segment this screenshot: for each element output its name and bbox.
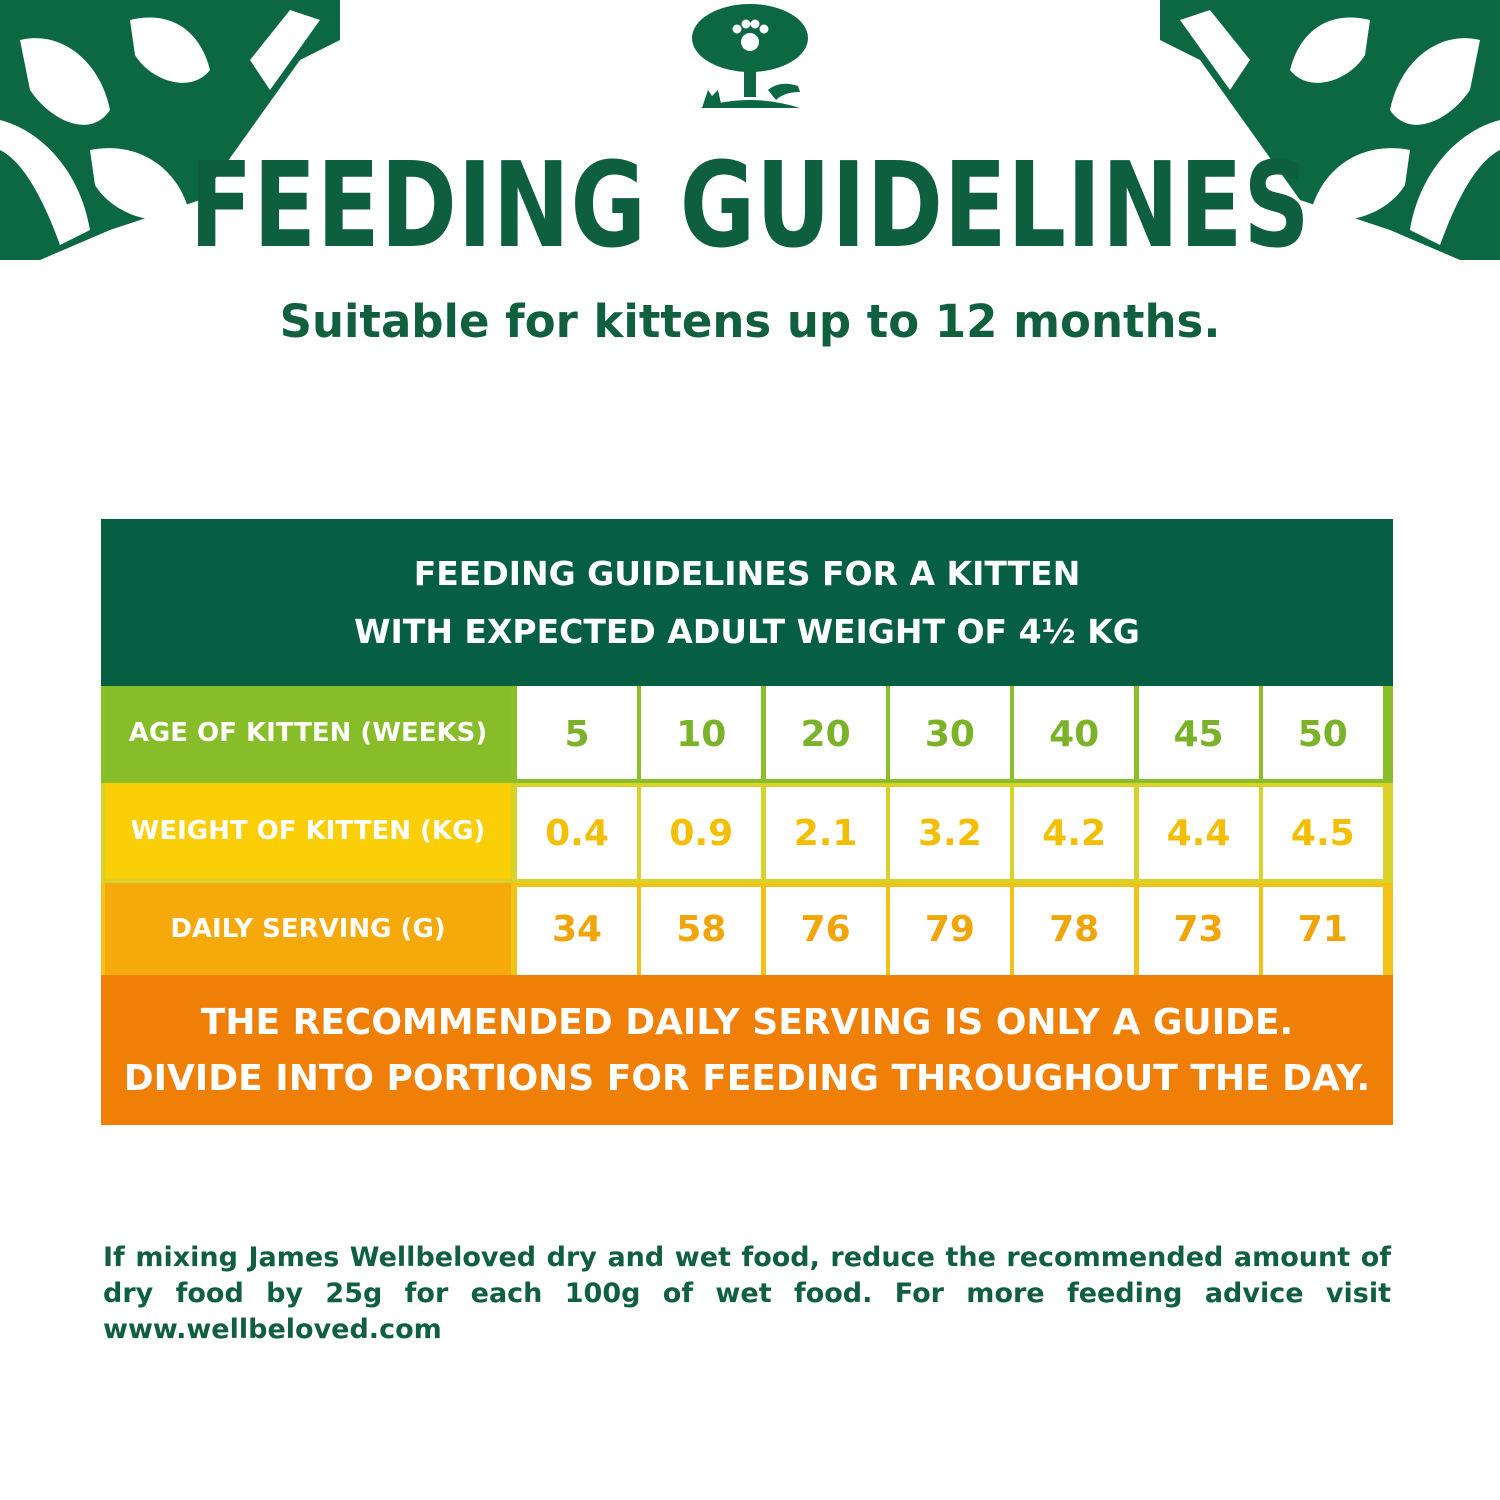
table-cell: 20 <box>800 714 851 755</box>
table-cell: 2.1 <box>793 812 858 854</box>
table-footer-line-2: DIVIDE INTO PORTIONS FOR FEEDING THROUGHOUT THE DAY. <box>123 1058 1371 1099</box>
table-cell: 3.2 <box>918 812 982 854</box>
table-footer-note <box>101 975 1393 1125</box>
table-cell: 30 <box>924 714 975 755</box>
table-cell: 40 <box>1049 714 1100 755</box>
table-cell: 4.4 <box>1166 812 1231 854</box>
table-footer-line-1: THE RECOMMENDED DAILY SERVING IS ONLY A GUIDE. <box>200 1002 1294 1043</box>
table-heading <box>101 519 1393 686</box>
table-cell: 10 <box>676 714 727 755</box>
table-cell: 4.5 <box>1290 812 1355 854</box>
table-cell: 0.4 <box>545 812 609 854</box>
feeding-table <box>101 519 1393 1125</box>
row-label-weight: WEIGHT OF KITTEN (KG) <box>105 783 511 879</box>
table-cell: 4.2 <box>1042 812 1107 854</box>
table-cell: 73 <box>1173 908 1224 950</box>
table-cell: 34 <box>551 908 603 950</box>
row-age <box>101 686 1393 783</box>
table-cell: 78 <box>1049 908 1100 950</box>
table-heading-line-1: FEEDING GUIDELINES FOR A KITTEN <box>413 554 1081 593</box>
mixing-advice-footnote: If mixing James Wellbeloved dry and wet food, reduce the recommended amount of dry food by 25g for each 100g of wet food. For more feeding advice visit www.wellbeloved.com <box>103 1242 1391 1345</box>
row-label-daily-serving: DAILY SERVING (G) <box>105 883 511 975</box>
row-label-age: AGE OF KITTEN (WEEKS) <box>105 686 511 779</box>
table-cell: 50 <box>1297 714 1348 755</box>
table-cell: 58 <box>676 908 727 950</box>
page-title: FEEDING GUIDELINES <box>189 136 1311 274</box>
row-weight <box>101 783 1393 883</box>
table-heading-line-2: WITH EXPECTED ADULT WEIGHT OF 4½ KG <box>354 612 1140 651</box>
tree-paw-logo-icon <box>680 0 820 115</box>
table-cell: 45 <box>1173 714 1224 755</box>
table-cell: 76 <box>800 908 851 950</box>
table-cell: 71 <box>1297 908 1348 950</box>
table-cell: 5 <box>564 714 590 755</box>
table-cell: 79 <box>924 908 975 950</box>
table-cell: 0.9 <box>669 812 734 854</box>
row-daily-serving <box>101 883 1393 975</box>
page-subtitle: Suitable for kittens up to 12 months. <box>279 295 1221 348</box>
